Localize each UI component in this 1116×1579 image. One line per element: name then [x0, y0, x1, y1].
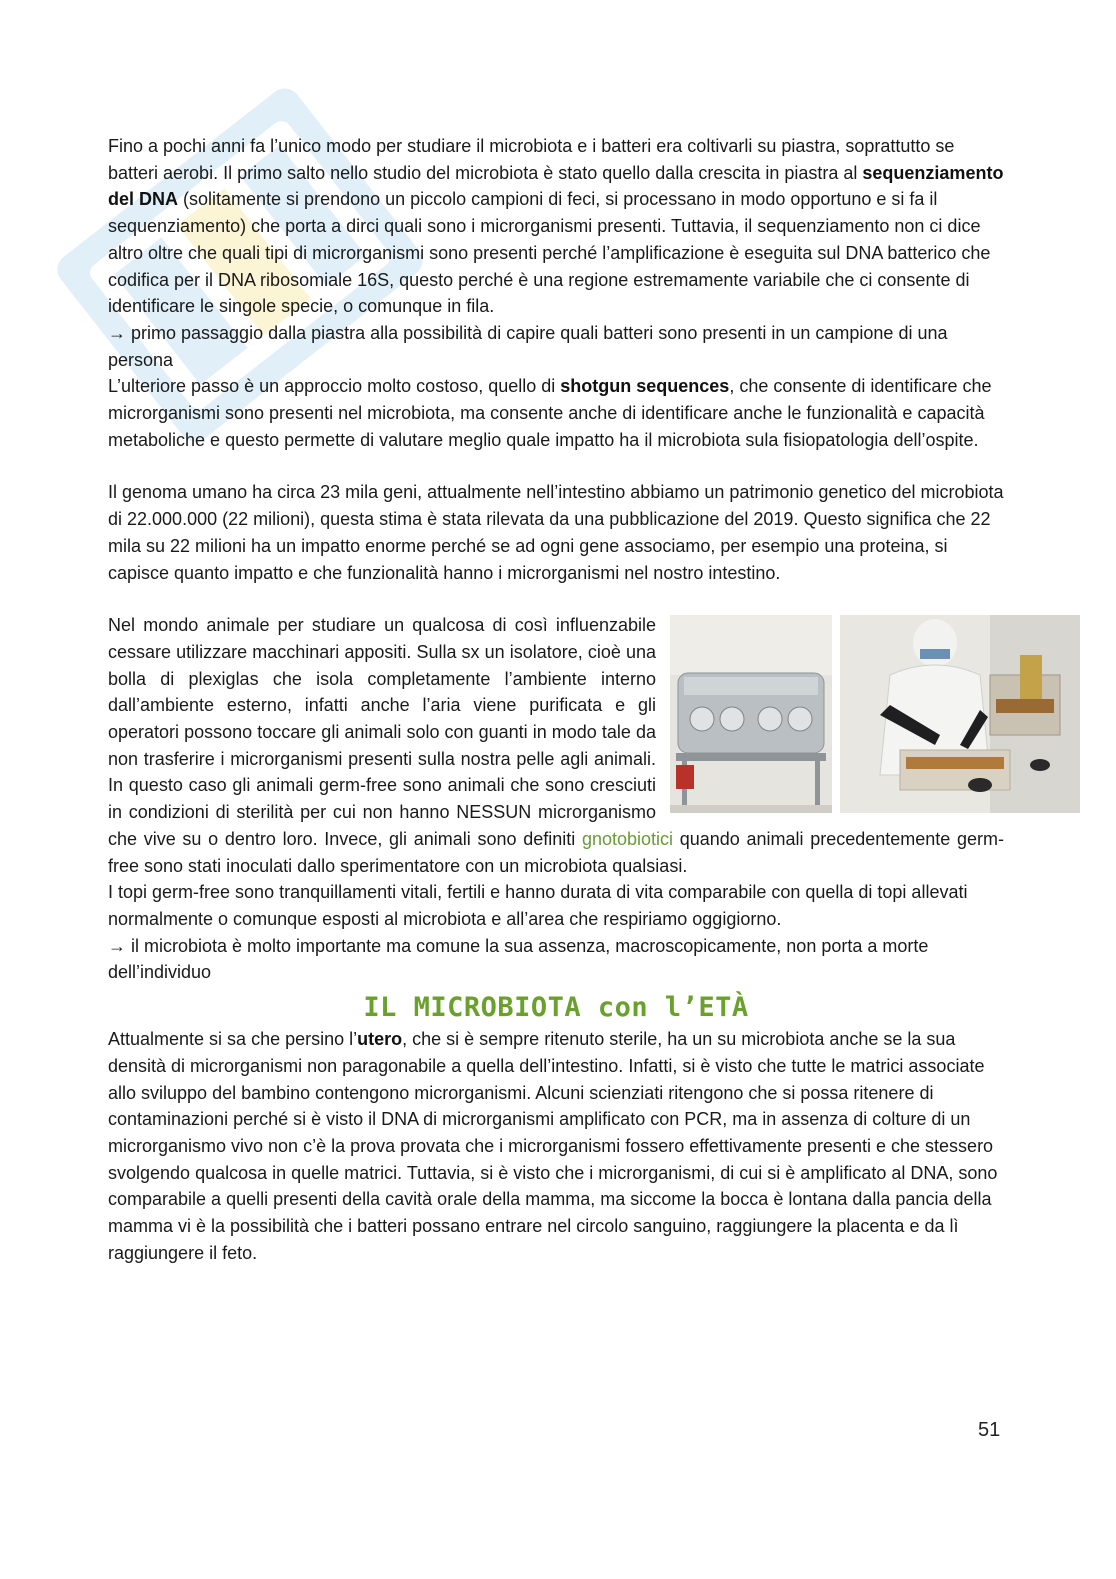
- text-span: (solitamente si prendono un piccolo campioni di feci, si processano in modo opportuno e si fa il sequenziamento) che porta a dirci quali sono i microrganismi presenti. Tuttavia, il sequenziamento non ci dice altro oltre che quali tipi di microrganismi sono presenti perché l’amplificazione è eseguita sul DNA batterico che codifica per il DNA ribosomiale 16S, questo perché è una regione estremamente variabile che ci consente di identificare le singole specie, o comunque in fila.: [108, 189, 991, 317]
- text-span: , che si è sempre ritenuto sterile, ha un su microbiota anche se la sua densità di microrganismi non paragonabile a quella dell’intestino. Infatti, si è visto che tutte le matrici associate allo sviluppo del bambino contengono microrganismi. Alcuni scienziati ritengono che si possa ritenere di contaminazioni perché si è visto il DNA di microrganismi amplificato con PCR, ma in assenza di colture di un microrganismo vivo non c’è la prova provata che i microrganismi fossero effettivamente presenti e che stessero svolgendo qualcosa in quelle matrici. Tuttavia, si è visto che i microrganismi, di cui si è amplificato al DNA, sono comparabile a quelli presenti della cavità orale della mamma, ma siccome la bocca è lontana dalla pancia della mamma vi è la possibilità che i batteri possano entrare nel circolo sanguino, raggiungere la placenta e da lì raggiungere il feto.: [108, 1029, 998, 1263]
- paragraph-genome: Il genoma umano ha circa 23 mila geni, attualmente nell’intestino abbiamo un patrimonio genetico del microbiota di 22.000.000 (22 milioni), questa stima è stata rilevata da una pubblicazione del 2019. Questo significa che 22 mila su 22 milioni ha un impatto enorme perché se ad ogni gene associamo, per esempio una proteina, si capisce quanto impatto e che funzionalità hanno i microrganismi nel nostro intestino.: [108, 482, 1004, 583]
- paragraph-arrow-note-1: → primo passaggio dalla piastra alla possibilità di capire quali batteri sono presenti in un campione di una persona: [108, 322, 948, 370]
- section-heading: IL MICROBIOTA con l’ETÀ: [363, 992, 749, 1024]
- bold-term-dna-sequencing: sequenziamento del DNA: [108, 162, 1004, 210]
- green-term-gnotobiotici: gnotobiotici: [581, 828, 674, 849]
- lab-operator-photo: [840, 615, 1080, 813]
- text-span: Nel mondo animale per studiare un qualcosa di così influenzabile cessare utilizzare macchinari appositi. Sulla sx un isolatore, cioè una bolla di plexiglas che isola completamente l’ambiente interno dall’ambiente esterno, infatti anche l’aria viene purificata e gli operatori possono toccare gli animali solo con guanti in modo tale da non trasferire i microrganismi presenti sulla nostra pelle agli animali. In questo caso gli animali germ-free sono animali che sono cresciuti in condizioni di sterilità per cui non hanno NESSUN microrganismo che vive su o dentro loro. Invece, gli animali sono definiti: [108, 615, 656, 849]
- page-content: [108, 133, 1004, 1266]
- isolator-photos: [670, 615, 1080, 813]
- paragraph-shotgun: [108, 373, 1004, 453]
- page-number: 51: [978, 1419, 1001, 1441]
- text-span: , che consente di identificare che microrganismi sono presenti nel microbiota, ma consente anche di identificare anche le funzionalità e capacità metaboliche e questo permette di valutare meglio quale impatto ha il microbiota sula fisiopatologia dell’ospite.: [108, 376, 992, 450]
- text-span: Fino a pochi anni fa l’unico modo per studiare il microbiota e i batteri era coltivarli su piastra, soprattutto se batteri aerobi. Il primo salto nello studio del microbiota è stato quello dalla crescita in piastra al: [108, 136, 955, 183]
- paragraph-gap: [108, 453, 1004, 479]
- bold-term-shotgun: shotgun sequences: [560, 376, 730, 397]
- paragraph-uterus: [108, 1026, 1004, 1266]
- paragraph-dna-sequencing: [108, 133, 1004, 320]
- paragraph-gap: [108, 586, 1004, 612]
- text-span: Attualmente si sa che persino l’: [108, 1029, 358, 1050]
- paragraph-germ-free-mice: I topi germ-free sono tranquillamenti vitali, fertili e hanno durata di vita comparabile con quella di topi allevati normalmente o comunque esposti al microbiota e all’area che respiriamo oggigiorno.: [108, 882, 968, 929]
- text-span: L’ulteriore passo è un approccio molto costoso, quello di: [108, 376, 561, 397]
- isolator-photo: [670, 615, 832, 813]
- paragraph-arrow-note-2: → il microbiota è molto importante ma comune la sua assenza, macroscopicamente, non porta a morte dell’individuo: [108, 935, 929, 983]
- bold-term-utero: utero: [357, 1029, 403, 1050]
- text-span: quando animali precedentemente germ-free sono stati inoculati dallo sperimentatore con un microbiota qualsiasi.: [108, 828, 1005, 876]
